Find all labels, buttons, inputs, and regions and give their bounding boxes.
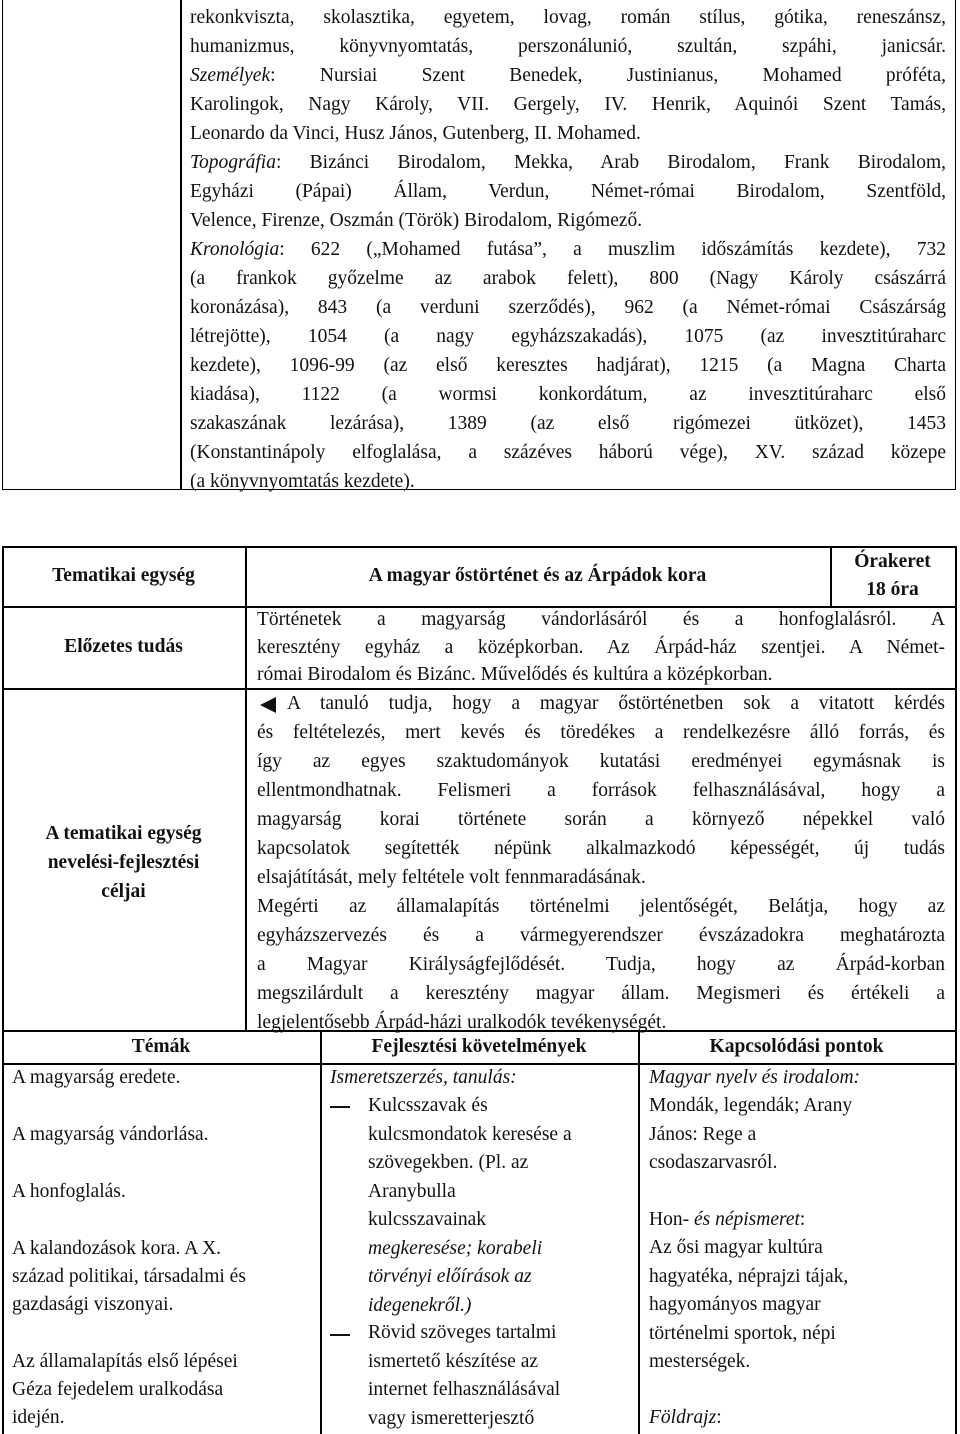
elozetes-line: keresztény egyház a középkorban. Az Árpád-ház szentjei. A Német- xyxy=(257,636,945,658)
top-left-column-divider xyxy=(180,0,182,490)
temak-item: A magyarság eredete. xyxy=(12,1067,181,1088)
celok-label-line: A tematikai egység xyxy=(45,823,202,844)
celok-line: legjelentősebb Árpád-házi uralkodók tevékenységét. xyxy=(257,1012,667,1033)
fejlesztes-item-line: Aranybulla xyxy=(368,1180,456,1202)
celok-line: és feltételezés, mert kevés és töredékes a rendelkezésre álló forrás, és xyxy=(257,722,945,743)
text-segment: Leonardo da Vinci, Husz János, Gutenberg, II. Mohamed. xyxy=(190,123,641,144)
column-divider-2 xyxy=(638,1030,640,1434)
kapcsolodas-line: történelmi sportok, népi xyxy=(649,1322,836,1344)
text-segment: létrejötte), 1054 (a nagy egyházszakadás), 1075 (az invesztitúraharc xyxy=(190,326,946,347)
celok-line: kapcsolatok segítették népünk alkalmazkodó képességét, új tudás xyxy=(257,838,945,859)
unit-table-right-border xyxy=(955,546,957,1434)
temak-item: A kalandozások kora. A X. xyxy=(12,1238,222,1259)
celok-line: A tanuló tudja, hogy a magyar őstörténetben sok a vitatott kérdés xyxy=(287,693,945,714)
heading-part: Hon- xyxy=(649,1209,694,1230)
kapcsolodas-line: János: Rege a xyxy=(649,1123,757,1145)
unit-label-divider xyxy=(245,546,247,1030)
temak-item: Géza fejedelem uralkodása xyxy=(12,1379,224,1400)
top-text-line xyxy=(190,381,946,410)
inline-label: Kronológia xyxy=(190,239,280,260)
fejlesztes-item-line: törvényi előírások az xyxy=(368,1266,532,1287)
kapcsolodas-line: Az ősi magyar kultúra xyxy=(649,1237,823,1258)
text-segment: : Bizánci Birodalom, Mekka, Arab Birodalom, Frank Birodalom, xyxy=(275,152,946,173)
top-text-line xyxy=(190,294,946,323)
elozetes-line: Történetek a magyarság vándorlásáról és a honfoglalásról. A xyxy=(257,609,945,630)
top-text-line xyxy=(190,410,946,439)
unit-table-top-border xyxy=(2,546,956,548)
temak-header: Témák xyxy=(131,1036,191,1057)
top-text-line xyxy=(190,352,946,381)
kapcsolodas-heading xyxy=(649,1404,722,1433)
top-text-line xyxy=(190,468,950,497)
kapcsolodas-heading xyxy=(649,1206,805,1235)
triangle-left-icon xyxy=(260,697,276,713)
fejlesztes-item-line: Kulcsszavak és xyxy=(368,1095,488,1116)
fejlesztes-item-line: kulcsmondatok keresése a xyxy=(368,1123,572,1145)
kapcsolodas-line: hagyományos magyar xyxy=(649,1294,821,1315)
text-segment: szakaszának lezárása), 1389 (az első rigómezei ütközet), 1453 xyxy=(190,413,946,434)
orakeret-label: Órakeret xyxy=(854,551,931,572)
text-segment: (a frankok győzelme az arabok felett), 800 (Nagy Károly császárrá xyxy=(190,268,946,289)
top-text-line xyxy=(190,236,946,265)
dash-bullet-icon xyxy=(330,1334,350,1336)
kapcsolodas-line: mesterségek. xyxy=(649,1351,751,1372)
inline-label: Személyek xyxy=(190,65,271,86)
celok-label-line: céljai xyxy=(101,881,146,902)
text-segment: Velence, Firenze, Oszmán (Török) Birodalom, Rigómező. xyxy=(190,210,643,231)
text-segment: Egyházi (Pápai) Állam, Verdun, Német-római Birodalom, Szentföld, xyxy=(190,181,946,202)
fejlesztesi-kovetelmenyek-header: Fejlesztési követelmények xyxy=(371,1036,587,1057)
fejlesztes-item-line: szövegekben. (Pl. az xyxy=(368,1152,529,1173)
text-segment: Karolingok, Nagy Károly, VII. Gergely, IV. Henrik, Aquinói Szent Tamás, xyxy=(190,94,946,115)
heading-part: és népismeret xyxy=(693,1209,800,1230)
kapcsolodas-line: csodaszarvasról. xyxy=(649,1152,778,1173)
top-text-line xyxy=(190,149,946,178)
celok-line: megszilárdult a keresztény magyar állam. Megismeri és értékeli a xyxy=(257,983,945,1004)
text-segment: kiadása), 1122 (a wormsi konkordátum, az invesztitúraharc első xyxy=(190,384,946,405)
heading-part: : xyxy=(716,1407,722,1428)
top-text-line xyxy=(190,207,950,236)
column-divider-1 xyxy=(320,1030,322,1434)
elozetes-tudas-label: Előzetes tudás xyxy=(64,636,183,657)
text-segment: rekonkviszta, skolasztika, egyetem, lovag, román stílus, gótika, reneszánsz, xyxy=(190,7,946,28)
inline-label: Topográfia xyxy=(190,152,276,173)
kapcsolodas-line: hagyatéka, néprajzi tájak, xyxy=(649,1265,849,1287)
top-text-line xyxy=(190,323,946,352)
celok-line: elsajátítását, mely feltétele volt fennmaradásának. xyxy=(257,867,646,888)
fejlesztes-item-line: vagy ismeretterjesztő xyxy=(368,1407,535,1429)
orakeret-value: 18 óra xyxy=(866,579,919,600)
fejlesztes-item-line: internet felhasználásával xyxy=(368,1379,561,1400)
top-text-line xyxy=(190,33,946,62)
text-segment: : 622 („Mohamed futása”, a muszlim időszámítás kezdete), 732 xyxy=(279,239,946,260)
text-segment: koronázása), 843 (a verduni szerződés), 962 (a Német-római Császárság xyxy=(190,297,946,318)
celok-label-line: nevelési-fejlesztési xyxy=(47,852,200,873)
text-segment: kezdete), 1096-99 (az első keresztes hadjárat), 1215 (a Magna Charta xyxy=(190,355,946,376)
tematikai-egyseg-label: Tematikai egység xyxy=(52,565,195,586)
kapcsolodas-heading: Magyar nyelv és irodalom: xyxy=(649,1067,861,1088)
kapcsolodas-line: Mondák, legendák; Arany xyxy=(649,1095,853,1116)
temak-item: Az államalapítás első lépései xyxy=(12,1351,238,1372)
temak-item: A honfoglalás. xyxy=(12,1181,126,1202)
fejlesztes-item-line: Rövid szöveges tartalmi xyxy=(368,1322,557,1343)
text-segment: (Konstantinápoly elfoglalása, a százéves háború vége), XV. század közepe xyxy=(190,442,946,463)
heading-part: Földrajz xyxy=(649,1407,717,1428)
top-text-line xyxy=(190,4,946,33)
temak-item: idején. xyxy=(12,1407,65,1428)
top-text-line xyxy=(190,178,946,207)
elozetes-line: római Birodalom és Bizánc. Művelődés és kultúra a középkorban. xyxy=(257,664,773,685)
celok-line: így az egyes szaktudományok kutatási eredményei egymásnak is xyxy=(257,751,945,772)
unit-table-left-border xyxy=(2,546,4,1434)
celok-line: magyarság korai története során a környező népekkel való xyxy=(257,809,945,830)
top-text-line xyxy=(190,62,946,91)
heading-part: : xyxy=(799,1209,806,1230)
temak-item: század politikai, társadalmi és xyxy=(12,1266,246,1287)
temak-item: gazdasági viszonyai. xyxy=(12,1294,174,1315)
top-text-line xyxy=(190,265,946,294)
top-text-line xyxy=(190,439,946,468)
kapcsolodasi-pontok-header: Kapcsolódási pontok xyxy=(709,1036,884,1057)
text-segment: (a könyvnyomtatás kezdete). xyxy=(190,471,415,492)
unit-title: A magyar őstörténet és az Árpádok kora xyxy=(368,565,707,586)
temak-item: A magyarság vándorlása. xyxy=(12,1124,209,1145)
celok-line: egyházszervezés és a vármegyerendszer évszázadokra meghatározta xyxy=(257,925,945,946)
text-segment: humanizmus, könyvnyomtatás, perszonálunió, szultán, szpáhi, janicsár. xyxy=(190,36,946,57)
top-text-line xyxy=(190,91,946,120)
celok-line: ellentmondhatnak. Felismeri a források felhasználásával, hogy a xyxy=(257,780,945,801)
dash-bullet-icon xyxy=(330,1106,350,1108)
text-segment: : Nursiai Szent Benedek, Justinianus, Mohamed próféta, xyxy=(270,65,946,86)
top-text-line xyxy=(190,120,950,149)
fejlesztes-heading: Ismeretszerzés, tanulás: xyxy=(330,1067,517,1088)
celok-line: Megérti az államalapítás történelmi jelentőségét, Belátja, hogy az xyxy=(257,896,945,917)
fejlesztes-item-line: idegenekről.) xyxy=(368,1294,472,1316)
fejlesztes-item-line: kulcsszavainak xyxy=(368,1209,487,1230)
fejlesztes-item-line: megkeresése; korabeli xyxy=(368,1237,543,1259)
celok-line: a Magyar Királyságfejlődését. Tudja, hogy az Árpád-korban xyxy=(257,954,945,975)
fejlesztes-item-line: ismertető készítése az xyxy=(368,1350,539,1372)
